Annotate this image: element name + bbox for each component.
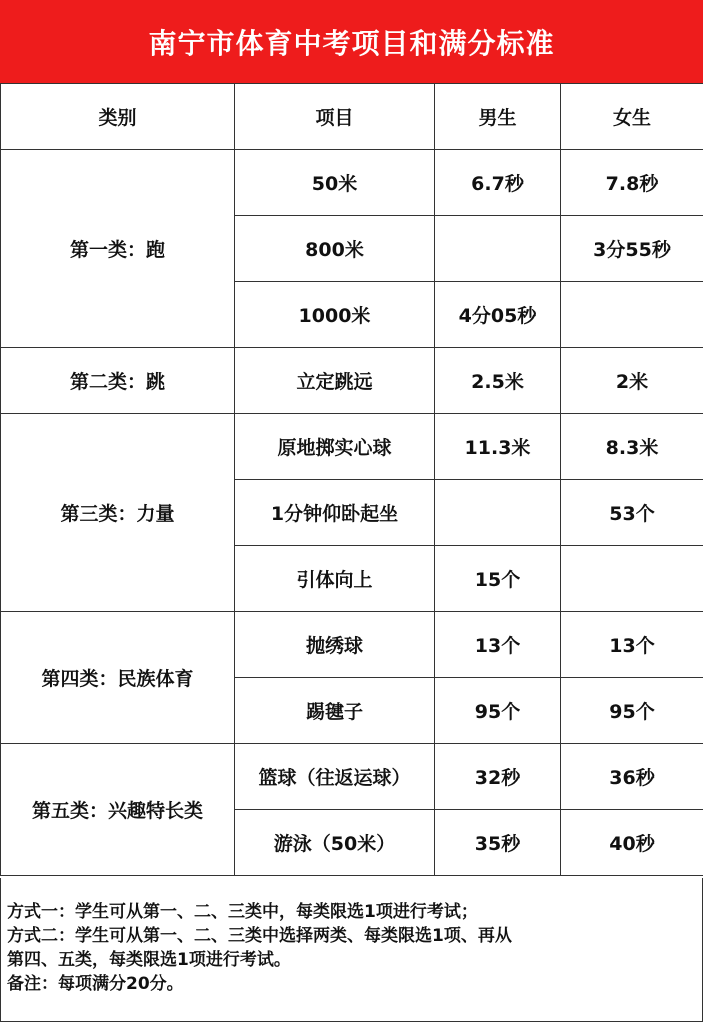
standards-table (0, 83, 703, 876)
note-line: 备注：每项满分20分。 (7, 974, 184, 994)
category-cell: 第三类：力量 (1, 414, 235, 612)
male-cell (435, 216, 561, 282)
female-cell (561, 282, 703, 348)
female-cell (561, 546, 703, 612)
page-title: 南宁市体育中考项目和满分标准 (0, 0, 703, 83)
item-cell: 原地掷实心球 (235, 414, 435, 480)
male-cell: 2.5米 (435, 348, 561, 414)
header-category: 类别 (1, 84, 235, 150)
category-cell: 第四类：民族体育 (1, 612, 235, 744)
male-cell: 11.3米 (435, 414, 561, 480)
female-cell: 7.8秒 (561, 150, 703, 216)
category-cell: 第二类：跳 (1, 348, 235, 414)
table-row (1, 150, 703, 216)
male-cell: 32秒 (435, 744, 561, 810)
item-cell: 立定跳远 (235, 348, 435, 414)
female-cell: 2米 (561, 348, 703, 414)
category-cell: 第一类：跑 (1, 150, 235, 348)
female-cell: 40秒 (561, 810, 703, 876)
note-line: 方式二：学生可从第一、二、三类中选择两类、每类限选1项、再从 (7, 926, 512, 946)
header-male: 男生 (435, 84, 561, 150)
male-cell: 4分05秒 (435, 282, 561, 348)
item-cell: 引体向上 (235, 546, 435, 612)
male-cell: 6.7秒 (435, 150, 561, 216)
item-cell: 抛绣球 (235, 612, 435, 678)
item-cell: 踢毽子 (235, 678, 435, 744)
header-female: 女生 (561, 84, 703, 150)
male-cell: 13个 (435, 612, 561, 678)
item-cell: 游泳（50米） (235, 810, 435, 876)
table-row (1, 612, 703, 678)
category-cell: 第五类：兴趣特长类 (1, 744, 235, 876)
item-cell: 800米 (235, 216, 435, 282)
item-cell: 篮球（往返运球） (235, 744, 435, 810)
note-line: 方式一：学生可从第一、二、三类中，每类限选1项进行考试； (7, 902, 478, 922)
table-row (1, 348, 703, 414)
female-cell: 95个 (561, 678, 703, 744)
male-cell: 15个 (435, 546, 561, 612)
female-cell: 8.3米 (561, 414, 703, 480)
male-cell: 95个 (435, 678, 561, 744)
table-row (1, 744, 703, 810)
item-cell: 1000米 (235, 282, 435, 348)
item-cell: 50米 (235, 150, 435, 216)
notes-box (0, 878, 703, 1022)
female-cell: 36秒 (561, 744, 703, 810)
female-cell: 53个 (561, 480, 703, 546)
item-cell: 1分钟仰卧起坐 (235, 480, 435, 546)
male-cell: 35秒 (435, 810, 561, 876)
table-row (1, 414, 703, 480)
header-row (1, 84, 703, 150)
female-cell: 3分55秒 (561, 216, 703, 282)
header-item: 项目 (235, 84, 435, 150)
note-line: 第四、五类，每类限选1项进行考试。 (7, 950, 291, 970)
male-cell (435, 480, 561, 546)
female-cell: 13个 (561, 612, 703, 678)
